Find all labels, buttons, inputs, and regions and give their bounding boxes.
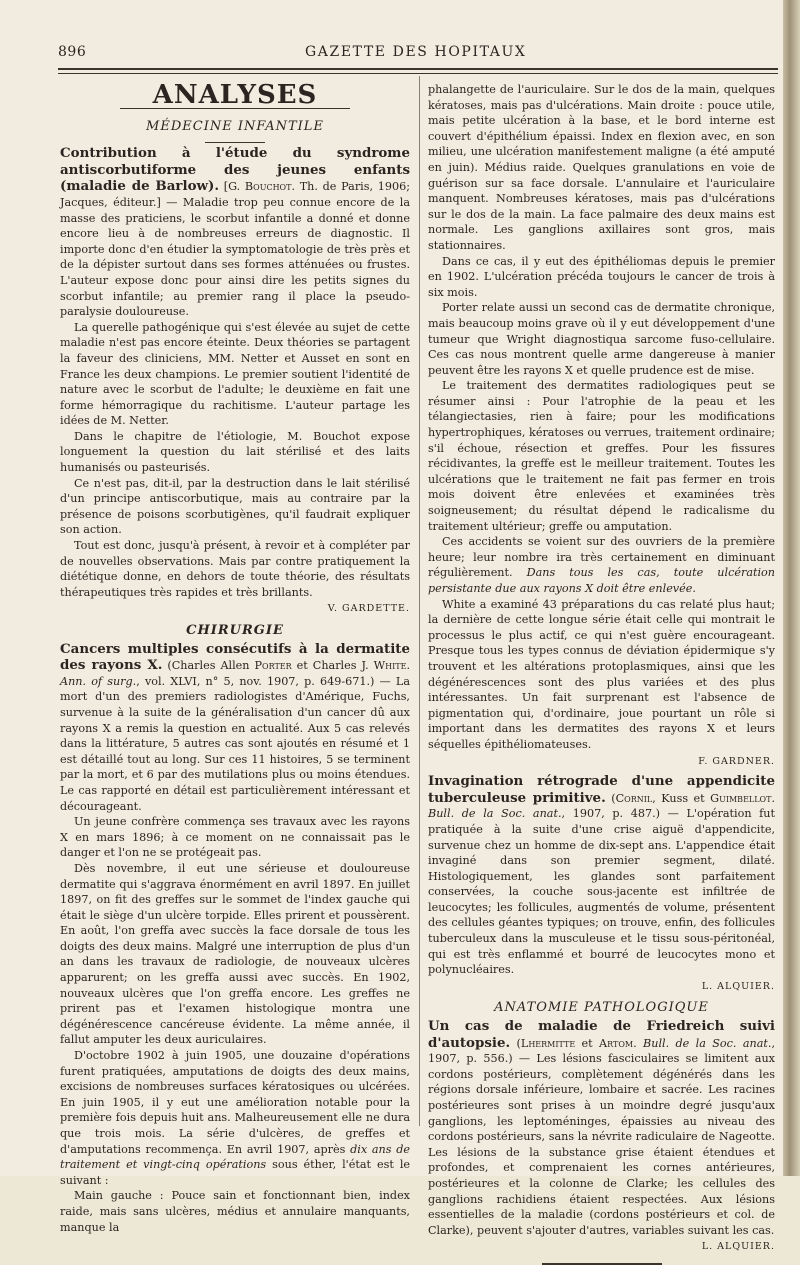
author-name: White	[373, 659, 407, 673]
author-name: Lhermitte	[520, 1036, 576, 1050]
running-title: GAZETTE DES HOPITAUX	[305, 44, 527, 60]
paragraph: Tout est donc, jusqu'à présent, à revoir et à compléter par de nouvelles observations. Mais par contre pratiquement la diététique donne, en dehors de toute théorie, des résultats thérapeutiques très rapides et très brillants.	[60, 539, 410, 599]
signature: L. ALQUIER.	[701, 1241, 775, 1253]
article-title: Contribution à l'étude du syndrome antiscorbutiforme des jeunes enfants (maladie de Barlow).	[60, 145, 410, 195]
article-title: Un cas de maladie de Friedreich suivi d'autopsie.	[428, 1018, 775, 1051]
paragraph: La querelle pathogénique qui s'est élevée au sujet de cette maladie n'est pas encore éteinte. Deux théories se partagent la faveur des cliniciens, MM. Netter et Ausset en sont en France les deux champions. Le premier soutient l'identité de nature avec le scorbut de l'adulte; le deuxième en fait une forme hémorragique du rachitisme. L'auteur partage les idées de M. Netter.	[60, 320, 410, 428]
left-column	[60, 82, 410, 1235]
page-binding-edge	[783, 0, 800, 1176]
right-column	[428, 82, 775, 1265]
author-name: Artom	[599, 1036, 634, 1050]
emphasis: Dans tous les cas, toute ulcération persistante due aux rayons X doit être enlevée.	[428, 566, 775, 595]
paragraph: phalangette de l'auriculaire. Sur le dos de la main, quelques kératoses, mais pas d'ulcérations. Main droite : pouce utile, mais petite ulcération à la base, et le bord interne est couvert d'épithélium épaissi. Index en flexion avec, en son milieu, une ulcération manifestement maligne (a été amputé en juin). Médius raide. Quelques granulations en voie de guérison sur sa face dorsale. L'annulaire et l'auriculaire manquent. Nombreuses kératoses, mais pas d'ulcérations sur le dos de la main. La face palmaire des deux mains est normale. Les ganglions axillaires sont gros, mais stationnaires.	[428, 83, 775, 252]
page-number: 896	[58, 44, 87, 60]
journal-name: Bull. de la Soc. anat.	[428, 807, 562, 821]
paragraph: Un jeune confrère commença ses travaux avec les rayons X en mars 1896; à ce moment on ne connaissait pas le danger et l'on ne se protégeait pas.	[60, 815, 410, 860]
rubric-chirurgie: CHIRURGIE	[186, 623, 284, 638]
signature: F. GARDNER.	[698, 755, 775, 767]
header-rule-thin	[58, 73, 778, 74]
article-barlow: Contribution à l'étude du syndrome antiscorbutiforme des jeunes enfants (maladie de Barlow). [G. Bouchot. Th. de Paris, 1906; Jacques, éditeur.] — Maladie trop peu connue encore de la masse des praticiens, le scorbut infantile a donné et donne encore lieu à de nombreuses erreurs de diagnostic. Il importe donc d'en étudier la symptomatologie de très près et de la dépister surtout dans ses formes atténuées ou frustes. L'auteur expose donc pour ainsi dire les petits signes du scorbut infantile; au premier rang il place la pseudo-paralysie douloureuse.	[60, 145, 410, 319]
journal-name: Bull. de la Soc. anat.	[643, 1036, 772, 1050]
rubric-rule	[205, 142, 265, 143]
header-rule-thick	[58, 68, 778, 70]
author-name: Porter	[254, 659, 292, 673]
article-rayons-x: Cancers multiples consécutifs à la dermatite des rayons X. (Charles Allen Porter et Charles J. White. Ann. of surg., vol. XLVI, n° 5, nov. 1907, p. 649-671.) — La mort d'un des premiers radiologistes d'Amérique, Fuchs, survenue à la suite de la généralisation d'un cancer dû aux rayons X a remis la question en actualité. Aux 5 cas relevés dans la littérature, 5 autres cas sont ajoutés en résumé et 1 est détaillé tout au long. Sur ces 11 histoires, 5 se terminent par la mort, et 6 par des mutilations plus ou moins étendues. Le cas rapporté en détail est particulièrement intéressant et décourageant.	[60, 640, 410, 813]
paragraph: D'octobre 1902 à juin 1905, une douzaine d'opérations furent pratiquées, amputations de doigts des deux mains, excisions de nombreuses surfaces kératosiques ou ulcérées. En juin 1905, il y eut une amélioration notable pour la première fois depuis huit ans. Malheureusement elle ne dura que trois mois. La série d'ulcères, de greffes et d'amputations recommença. En avril 1907, après dix ans de traitement et vingt-cinq opérations sous éther, l'état est le suivant :	[60, 1049, 411, 1187]
author-name: Cornil	[615, 791, 653, 805]
rubric-anatomie-pathologique: ANATOMIE PATHOLOGIQUE	[494, 1000, 709, 1016]
article-title: Cancers multiples consécutifs à la dermatite des rayons X.	[60, 640, 410, 674]
signature: L. ALQUIER.	[701, 980, 775, 992]
paragraph: Ces accidents se voient sur des ouvriers de la première heure; leur nombre ira très certainement en diminuant régulièrement. Dans tous les cas, toute ulcération persistante due aux rayons X doit être enlevée.	[428, 535, 775, 595]
section-title: ANALYSES	[152, 80, 318, 110]
article-invagination: Invagination rétrograde d'une appendicite tuberculeuse primitive. (Cornil, Kuss et Guimbellot. Bull. de la Soc. anat., 1907, p. 487.) — L'opération fut pratiquée à la suite d'une crise aiguë d'appendicite, survenue chez un homme de dix-sept ans. L'appendice était invaginé dans son premier segment, dilaté. Histologiquement, les glandes sont parfaitement conservées, la couche sous-jacente est infiltrée de leucocytes; les follicules, augmentés de volume, présentent des cellules géantes typiques; on trouve, enfin, des follicules tuberculeux dans la musculeuse et le tissu sous-péritonéal, qui est très enflammé et bourré de leucocytes mono et polynucléaires.	[428, 773, 775, 977]
article-friedreich: Un cas de maladie de Friedreich suivi d'autopsie. (Lhermitte et Artom. Bull. de la Soc. anat., 1907, p. 556.) — Les lésions fasciculaires se limitent aux cordons postérieurs, complètement dégénérés dans les régions dorsale inférieure, lombaire et sacrée. Les racines postérieures sont prises à un moindre degré jusqu'aux ganglions, les leptoméninges, épaissies au niveau des cordons postérieurs, sans la névrite radiculaire de Nageotte. Les lésions de la substance grise étaient étendues et profondes, et comprenaient les cornes antérieures, postérieures et la colonne de Clarke; les cellules des ganglions rachidiens étaient respectées. Aux lésions essentielles de la maladie (cordons postérieurs et col. de Clarke), peuvent s'ajouter d'autres, variables suivant les cas.	[428, 1018, 776, 1237]
paragraph: Porter relate aussi un second cas de dermatite chronique, mais beaucoup moins grave où il y eut développement d'une tumeur que Wright diagnostiqua sarcome fuso-cellulaire. Ces cas nous montrent quelle arme dangereuse à manier peuvent être les rayons X et quelle prudence est de mise.	[428, 301, 775, 377]
paragraph: Main gauche : Pouce sain et fonctionnant bien, index raide, mais sans ulcères, médius et annulaire manquants, manque la	[60, 1189, 410, 1234]
rubric-medecine-infantile: MÉDECINE INFANTILE	[146, 118, 324, 134]
author-name: Guimbellot	[710, 791, 772, 805]
paragraph: Dans ce cas, il y eut des épithéliomas depuis le premier en 1902. L'ulcération précéda toujours le cancer de trois à six mois.	[428, 254, 775, 299]
author-name: Bouchot	[244, 180, 292, 194]
signature: V. GARDETTE.	[327, 603, 410, 615]
paragraph: Dans le chapitre de l'étiologie, M. Bouchot expose longuement la question du lait stérilisé et des laits humanisés ou pasteurisés.	[60, 429, 410, 475]
journal-name: Ann. of surg.	[60, 674, 137, 688]
paragraph: White a examiné 43 préparations du cas relaté plus haut; la dernière de cette longue série était celle qui montrait le processus le plus actif, ce qui n'est guère encourageant. Presque tous les types connus de déviation épidermique s'y trouvent et les altérations protoplasmiques, ainsi que les dégénérescences sont des plus variées et des plus intéressantes. Un fait surprenant est l'absence de pigmentation qui, d'ordinaire, joue pourtant un rôle si important dans les dermatites des rayons X et leurs séquelles épithéliomateuses.	[428, 597, 775, 751]
article-title: Invagination rétrograde d'une appendicite tuberculeuse primitive.	[428, 773, 775, 806]
paragraph: Le traitement des dermatites radiologiques peut se résumer ainsi : Pour l'atrophie de la peau et les télangiectasies, rien à faire; pour les modifications hypertrophiques, kératoses ou verrues, traitement ordinaire; s'il échoue, résection et greffes. Pour les fissures récidivantes, la greffe est le meilleur traitement. Toutes les ulcérations que le traitement ne fait pas fermer en trois mois doivent être enlevées et examinées très soigneusement; du résultat dépend le radicalisme du traitement ultérieur; greffe ou amputation.	[428, 379, 775, 533]
emphasis: dix ans de traitement et vingt-cinq opérations	[60, 1142, 411, 1172]
paragraph: Dès novembre, il eut une sérieuse et douloureuse dermatite qui s'aggrava énormément en avril 1897. En juillet 1897, on fit des greffes sur le sommet de l'index gauche qui était le siège d'un ulcère torpide. Elles prirent et poussèrent. En août, l'on greffa avec succès la face dorsale de tous les doigts des deux mains. Malgré une interruption de plus d'un an dans les travaux de radiologie, de nouveaux ulcères apparurent; on les greffa aussi avec succès. En 1902, nouveaux ulcères que l'on greffa encore. Les greffes ne prirent pas et l'examen histologique montra une dégénérescence cancéreuse évidente. La même année, il fallut amputer les deux auriculaires.	[60, 861, 410, 1047]
paragraph: Ce n'est pas, dit-il, par la destruction dans le lait stérilisé d'un principe antiscorbutique, mais au contraire par la présence de poisons scorbutigènes, qu'il faudrait expliquer son action.	[60, 476, 410, 537]
column-separator	[419, 76, 420, 1126]
